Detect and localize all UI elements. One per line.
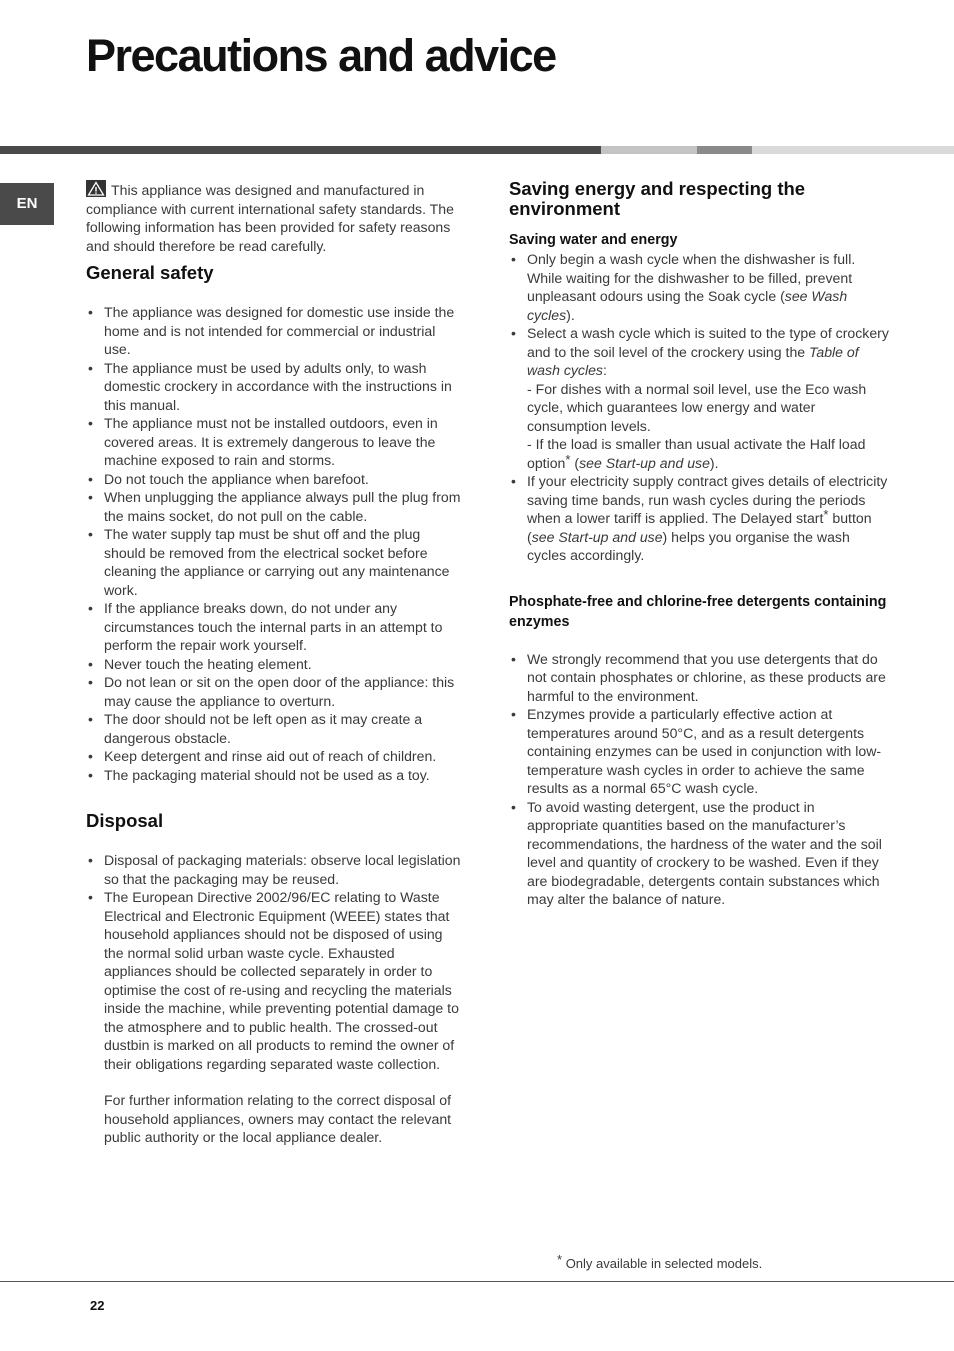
phosphate-list xyxy=(509,650,889,909)
general-safety-list xyxy=(86,303,464,784)
warning-triangle-icon xyxy=(86,180,106,197)
list-item: • The door should not be left open as it may create a dangerous obstacle. xyxy=(86,710,464,747)
cross-reference: see Wash cycles xyxy=(527,288,848,323)
saving-energy-heading: Saving energy and respecting the environment xyxy=(509,178,806,219)
footnote-marker: * xyxy=(557,1252,563,1267)
footnote-marker: * xyxy=(823,507,829,522)
list-item: • Keep detergent and rinse aid out of reach of children. xyxy=(86,747,464,766)
list-item: • The water supply tap must be shut off and the plug should be removed from the electrical socket before cleaning the appliance or carrying out any maintenance work. xyxy=(86,525,464,599)
general-safety-heading: General safety xyxy=(86,262,214,283)
item-text-end: : xyxy=(602,362,607,378)
list-item: • The appliance must not be installed outdoors, even in covered areas. It is extremely dangerous to leave the machine exposed to rain and storms. xyxy=(86,414,464,470)
list-item: • Do not lean or sit on the open door of the appliance: this may cause the appliance to overturn. xyxy=(86,673,464,710)
list-item: • If the appliance breaks down, do not under any circumstances touch the internal parts in an attempt to perform the repair work yourself. xyxy=(86,599,464,655)
item-text: button ( xyxy=(527,510,872,545)
sub-item-text: - If the load is smaller than usual activate the Half load option xyxy=(527,436,866,471)
item-text-end: ) helps you organise the wash cycles accordingly. xyxy=(527,528,850,563)
list-item xyxy=(509,250,889,324)
list-item: • The appliance must be used by adults only, to wash domestic crockery in accordance with the instructions in this manual. xyxy=(86,359,464,415)
disposal-heading: Disposal xyxy=(86,810,164,831)
left-column xyxy=(86,180,464,1147)
list-item: • When unplugging the appliance always pull the plug from the mains socket, do not pull on the cable. xyxy=(86,488,464,525)
list-item: • The European Directive 2002/96/EC relating to Waste Electrical and Electronic Equipment (WEEE) states that household appliances should not be disposed of using the normal solid urban waste cycle. Exhausted appliances should be collected separately in order to optimise the cost of re-using and recycling the materials inside the machine, while preventing potential damage to the atmosphere and to public health. The crossed-out dustbin is marked on all products to remind the owner of their obligations regarding separated waste collection. xyxy=(86,888,464,1073)
item-text: Select a wash cycle which is suited to the type of crockery and to the soil level of the crockery using the xyxy=(527,325,889,360)
cross-reference: see Start-up and use xyxy=(579,454,710,471)
right-column xyxy=(509,179,889,909)
disposal-further-info: For further information relating to the correct disposal of household appliances, owners may contact the relevant public authority or the local appliance dealer. xyxy=(104,1092,452,1145)
list-item: • The appliance was designed for domestic use inside the home and is not intended for commercial or industrial use. xyxy=(86,303,464,359)
footnote-marker: * xyxy=(565,451,571,467)
sub-item-eco: - For dishes with a normal soil level, use the Eco wash cycle, which guarantees low energy and water consumption levels. xyxy=(527,380,867,434)
header-rule-dark xyxy=(0,146,601,154)
list-item: • Do not touch the appliance when barefoot. xyxy=(86,470,464,489)
header-rule-pale xyxy=(752,146,954,154)
intro-text: This appliance was designed and manufactured in compliance with current international safety standards. The following information has been provided for safety reasons and should therefore be read carefully. xyxy=(86,182,454,254)
item-text-end: ). xyxy=(566,306,575,323)
item-text: If your electricity supply contract gives details of electricity saving time bands, run wash cycles during the periods when a lower tariff is applied. The Delayed start xyxy=(527,473,888,526)
item-text: Only begin a wash cycle when the dishwasher is full. While waiting for the dishwasher to be filled, prevent unpleasant odours using the Soak cycle ( xyxy=(527,251,856,304)
footer-rule xyxy=(0,1281,954,1282)
page-title: Precautions and advice xyxy=(86,30,556,81)
saving-list xyxy=(509,250,889,565)
disposal-list xyxy=(86,851,464,1073)
header-rule-mid xyxy=(697,146,752,154)
list-item xyxy=(509,472,889,565)
footnote xyxy=(557,1252,763,1271)
phosphate-heading: Phosphate-free and chlorine-free detergents containing enzymes xyxy=(509,593,887,630)
page-number: 22 xyxy=(90,1298,105,1313)
list-item: • Never touch the heating element. xyxy=(86,655,464,674)
saving-water-subheading: Saving water and energy xyxy=(509,232,678,248)
intro-paragraph xyxy=(86,180,464,255)
list-item: • To avoid wasting detergent, use the product in appropriate quantities based on the manufacturer’s recommendations, the hardness of the water and the soil level and quantity of crockery to be washed. Even if they are biodegradable, detergents contain substances which may alter the balance of nature. xyxy=(509,798,889,909)
list-item: • The packaging material should not be used as a toy. xyxy=(86,766,464,785)
language-tab: EN xyxy=(0,183,54,225)
footnote-text: Only available in selected models. xyxy=(565,1256,763,1271)
header-rule-light xyxy=(601,146,697,154)
list-item xyxy=(509,324,889,472)
sub-item-half-load xyxy=(527,435,889,472)
cross-reference: Table of wash cycles xyxy=(527,343,859,378)
paren-open: ( xyxy=(570,454,580,471)
cross-reference: see Start-up and use xyxy=(531,528,663,545)
list-item: • We strongly recommend that you use detergents that do not contain phosphates or chlorine, as these products are harmful to the environment. xyxy=(509,650,889,706)
list-item: • Disposal of packaging materials: observe local legislation so that the packaging may be reused. xyxy=(86,851,464,888)
list-item: • Enzymes provide a particularly effective action at temperatures around 50°C, and as a result detergents containing enzymes can be used in conjunction with low-temperature wash cycles in order to achieve the same results as a normal 65°C wash cycle. xyxy=(509,705,889,798)
sub-item-end: ). xyxy=(709,454,719,471)
